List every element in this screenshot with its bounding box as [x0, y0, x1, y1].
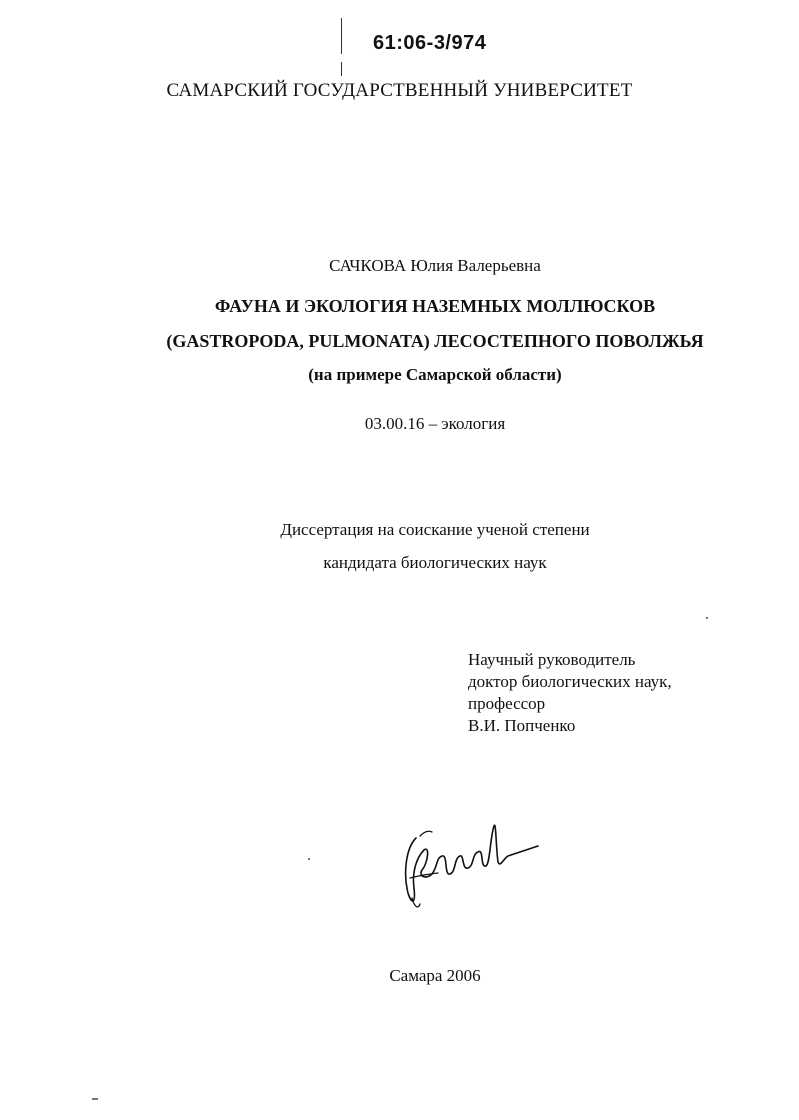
scan-speck — [706, 617, 708, 619]
author-name: САЧКОВА Юлия Валерьевна — [329, 256, 541, 275]
supervisor-rank: профессор — [468, 694, 546, 713]
scan-speck — [92, 1098, 98, 1100]
supervisor-degree: доктор биологических наук, — [468, 672, 672, 691]
margin-mark-bottom — [341, 62, 342, 76]
university-name: САМАРСКИЙ ГОСУДАРСТВЕННЫЙ УНИВЕРСИТЕТ — [166, 80, 633, 101]
supervisor-role: Научный руководитель — [468, 650, 636, 669]
margin-mark-top — [341, 18, 342, 54]
title-line-3: (на примере Самарской области) — [308, 365, 562, 384]
scan-speck — [308, 858, 310, 860]
title-line-2: (GASTROPODA, PULMONATA) ЛЕСОСТЕПНОГО ПОВОЛЖЬЯ — [166, 331, 704, 351]
city-year: Самара 2006 — [389, 966, 481, 985]
supervisor-name: В.И. Попченко — [468, 716, 576, 735]
title-line-1: ФАУНА И ЭКОЛОГИЯ НАЗЕМНЫХ МОЛЛЮСКОВ — [214, 296, 656, 316]
dissertation-line-1: Диссертация на соискание ученой степени — [280, 520, 590, 539]
document-code: 61:06-3/974 — [373, 32, 487, 54]
dissertation-line-2: кандидата биологических наук — [323, 553, 547, 572]
author-signature — [398, 818, 543, 913]
supervisor-block — [468, 649, 672, 737]
specialty-code: 03.00.16 – экология — [364, 414, 506, 433]
